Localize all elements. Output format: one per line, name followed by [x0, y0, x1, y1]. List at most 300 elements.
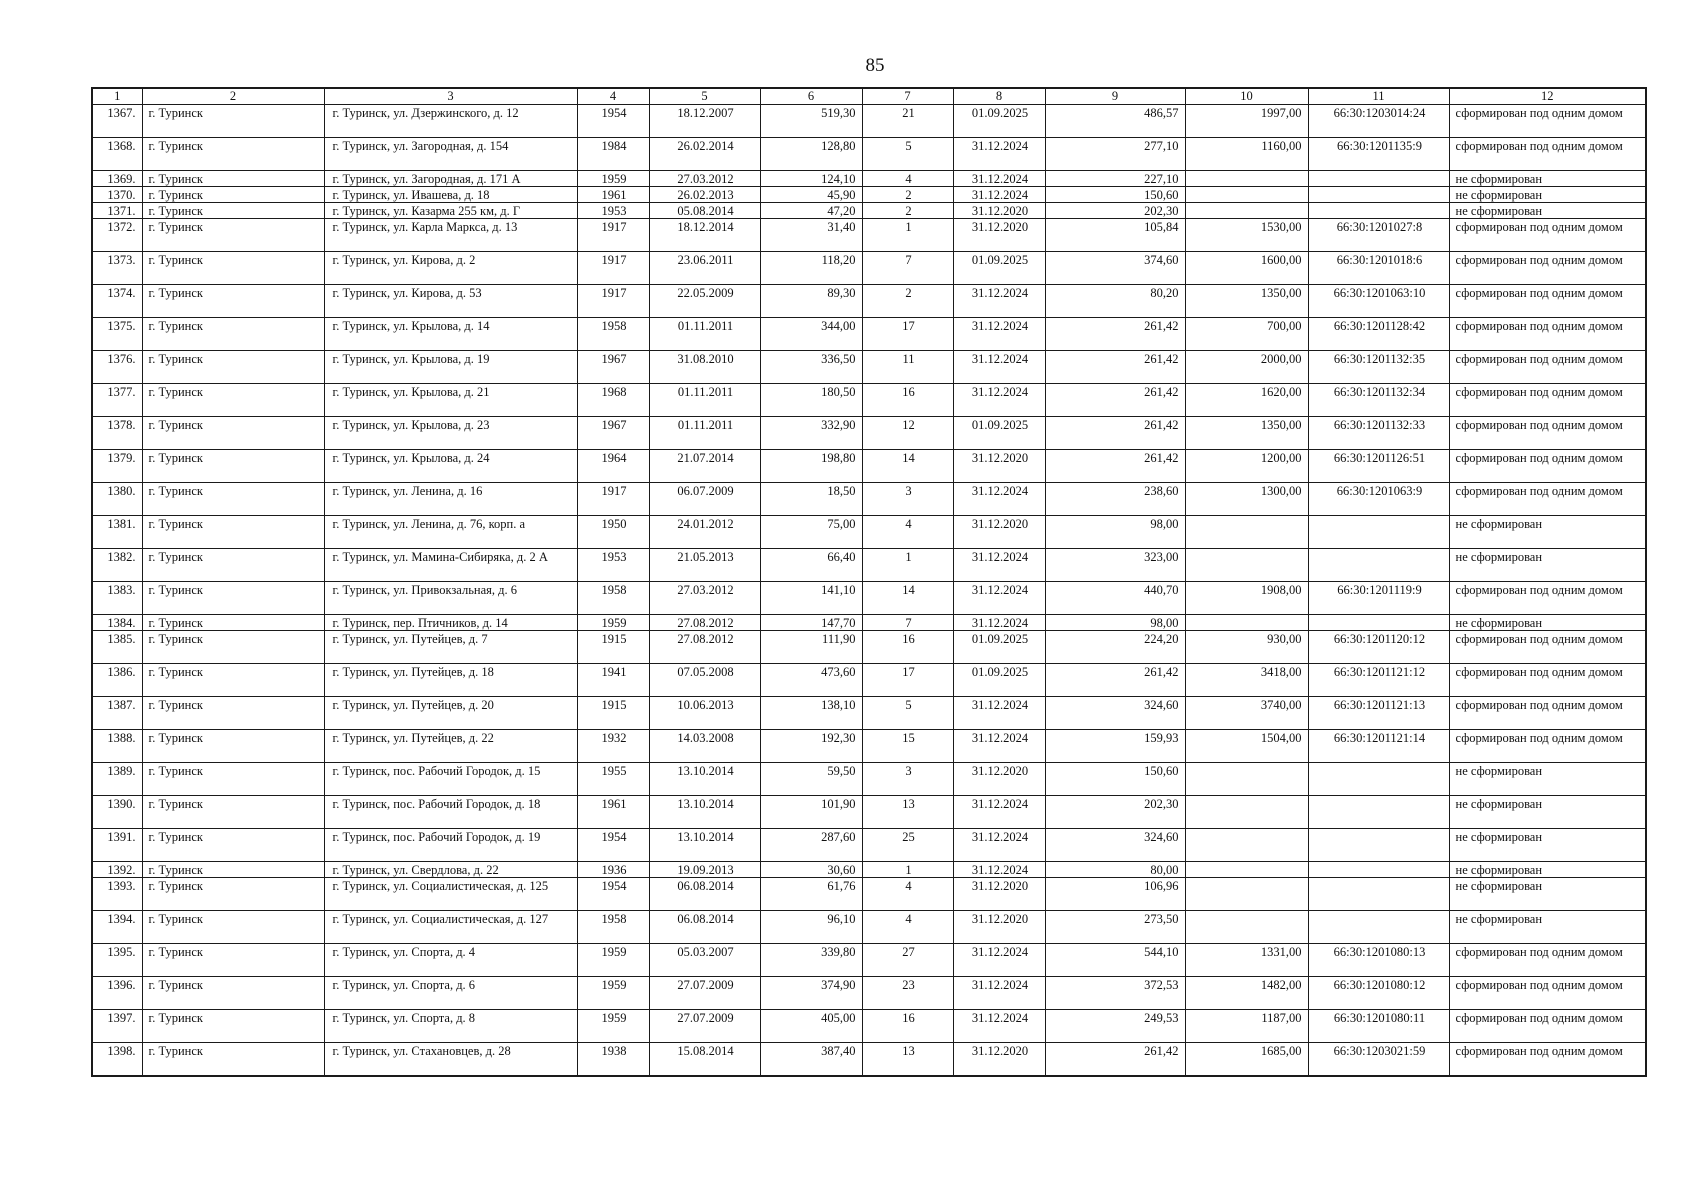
residents-count-cell: 2 — [862, 285, 953, 318]
year-built-cell: 1941 — [577, 664, 649, 697]
municipality-cell: г. Туринск — [142, 549, 324, 582]
residents-count-cell: 4 — [862, 171, 953, 187]
total-area-cell: 324,60 — [1045, 829, 1185, 862]
area-cell: 18,50 — [760, 483, 862, 516]
area-cell: 473,60 — [760, 664, 862, 697]
deadline-cell: 31.12.2024 — [953, 615, 1045, 631]
date-cell: 21.05.2013 — [649, 549, 760, 582]
land-status-cell: сформирован под одним домом — [1449, 252, 1646, 285]
address-cell: г. Туринск, ул. Социалистическая, д. 127 — [324, 911, 577, 944]
residents-count-cell: 27 — [862, 944, 953, 977]
land-status-cell: сформирован под одним домом — [1449, 582, 1646, 615]
year-built-cell: 1958 — [577, 582, 649, 615]
area-cell: 519,30 — [760, 105, 862, 138]
deadline-cell: 01.09.2025 — [953, 417, 1045, 450]
municipality-cell: г. Туринск — [142, 977, 324, 1010]
deadline-cell: 31.12.2024 — [953, 384, 1045, 417]
year-built-cell: 1915 — [577, 697, 649, 730]
date-cell: 26.02.2013 — [649, 187, 760, 203]
column-header-11: 11 — [1308, 88, 1449, 105]
cadastral-number-cell: 66:30:1201080:12 — [1308, 977, 1449, 1010]
residents-count-cell: 14 — [862, 450, 953, 483]
land-area-cell: 1350,00 — [1185, 417, 1308, 450]
table-row — [92, 977, 1646, 1010]
land-status-cell: сформирован под одним домом — [1449, 1043, 1646, 1076]
total-area-cell: 544,10 — [1045, 944, 1185, 977]
cadastral-number-cell — [1308, 549, 1449, 582]
land-status-cell: сформирован под одним домом — [1449, 483, 1646, 516]
table-row — [92, 516, 1646, 549]
total-area-cell: 372,53 — [1045, 977, 1185, 1010]
land-status-cell: сформирован под одним домом — [1449, 450, 1646, 483]
land-area-cell — [1185, 829, 1308, 862]
land-area-cell: 3418,00 — [1185, 664, 1308, 697]
column-header-2: 2 — [142, 88, 324, 105]
cadastral-number-cell: 66:30:1201063:10 — [1308, 285, 1449, 318]
address-cell: г. Туринск, ул. Дзержинского, д. 12 — [324, 105, 577, 138]
area-cell: 180,50 — [760, 384, 862, 417]
table-row — [92, 450, 1646, 483]
land-status-cell: сформирован под одним домом — [1449, 138, 1646, 171]
deadline-cell: 31.12.2020 — [953, 219, 1045, 252]
land-area-cell: 1200,00 — [1185, 450, 1308, 483]
row-number: 1398. — [92, 1043, 142, 1076]
address-cell: г. Туринск, пер. Птичников, д. 14 — [324, 615, 577, 631]
row-number: 1396. — [92, 977, 142, 1010]
table-row — [92, 944, 1646, 977]
deadline-cell: 31.12.2024 — [953, 285, 1045, 318]
date-cell: 19.09.2013 — [649, 862, 760, 878]
row-number: 1377. — [92, 384, 142, 417]
table-row — [92, 911, 1646, 944]
year-built-cell: 1917 — [577, 252, 649, 285]
land-area-cell — [1185, 549, 1308, 582]
year-built-cell: 1984 — [577, 138, 649, 171]
area-cell: 111,90 — [760, 631, 862, 664]
land-area-cell — [1185, 911, 1308, 944]
total-area-cell: 150,60 — [1045, 187, 1185, 203]
column-header-1: 1 — [92, 88, 142, 105]
land-area-cell — [1185, 516, 1308, 549]
municipality-cell: г. Туринск — [142, 664, 324, 697]
cadastral-number-cell: 66:30:1201121:14 — [1308, 730, 1449, 763]
row-number: 1373. — [92, 252, 142, 285]
year-built-cell: 1950 — [577, 516, 649, 549]
total-area-cell: 98,00 — [1045, 516, 1185, 549]
address-cell: г. Туринск, пос. Рабочий Городок, д. 18 — [324, 796, 577, 829]
row-number: 1393. — [92, 878, 142, 911]
residents-count-cell: 5 — [862, 138, 953, 171]
total-area-cell: 374,60 — [1045, 252, 1185, 285]
year-built-cell: 1955 — [577, 763, 649, 796]
area-cell: 59,50 — [760, 763, 862, 796]
row-number: 1391. — [92, 829, 142, 862]
row-number: 1383. — [92, 582, 142, 615]
land-area-cell: 1331,00 — [1185, 944, 1308, 977]
land-area-cell — [1185, 187, 1308, 203]
column-header-9: 9 — [1045, 88, 1185, 105]
land-status-cell: не сформирован — [1449, 615, 1646, 631]
date-cell: 15.08.2014 — [649, 1043, 760, 1076]
address-cell: г. Туринск, ул. Крылова, д. 24 — [324, 450, 577, 483]
deadline-cell: 31.12.2024 — [953, 829, 1045, 862]
residents-count-cell: 3 — [862, 763, 953, 796]
residents-count-cell: 21 — [862, 105, 953, 138]
municipality-cell: г. Туринск — [142, 516, 324, 549]
row-number: 1379. — [92, 450, 142, 483]
cadastral-number-cell: 66:30:1201121:12 — [1308, 664, 1449, 697]
row-number: 1381. — [92, 516, 142, 549]
residents-count-cell: 2 — [862, 203, 953, 219]
land-status-cell: не сформирован — [1449, 549, 1646, 582]
area-cell: 405,00 — [760, 1010, 862, 1043]
column-header-5: 5 — [649, 88, 760, 105]
total-area-cell: 261,42 — [1045, 318, 1185, 351]
residents-count-cell: 12 — [862, 417, 953, 450]
table-body — [92, 105, 1646, 1076]
table-row — [92, 187, 1646, 203]
area-cell: 339,80 — [760, 944, 862, 977]
column-header-3: 3 — [324, 88, 577, 105]
year-built-cell: 1954 — [577, 878, 649, 911]
municipality-cell: г. Туринск — [142, 318, 324, 351]
cadastral-number-cell: 66:30:1201119:9 — [1308, 582, 1449, 615]
year-built-cell: 1915 — [577, 631, 649, 664]
row-number: 1374. — [92, 285, 142, 318]
date-cell: 14.03.2008 — [649, 730, 760, 763]
residents-count-cell: 15 — [862, 730, 953, 763]
cadastral-number-cell: 66:30:1201018:6 — [1308, 252, 1449, 285]
residents-count-cell: 3 — [862, 483, 953, 516]
land-status-cell: сформирован под одним домом — [1449, 1010, 1646, 1043]
municipality-cell: г. Туринск — [142, 105, 324, 138]
municipality-cell: г. Туринск — [142, 697, 324, 730]
column-header-8: 8 — [953, 88, 1045, 105]
cadastral-number-cell — [1308, 187, 1449, 203]
municipality-cell: г. Туринск — [142, 351, 324, 384]
cadastral-number-cell: 66:30:1201126:51 — [1308, 450, 1449, 483]
year-built-cell: 1961 — [577, 796, 649, 829]
date-cell: 05.03.2007 — [649, 944, 760, 977]
total-area-cell: 106,96 — [1045, 878, 1185, 911]
address-cell: г. Туринск, ул. Крылова, д. 21 — [324, 384, 577, 417]
area-cell: 45,90 — [760, 187, 862, 203]
page-number: 85 — [865, 55, 885, 76]
address-cell: г. Туринск, ул. Путейцев, д. 7 — [324, 631, 577, 664]
date-cell: 27.03.2012 — [649, 171, 760, 187]
land-area-cell: 3740,00 — [1185, 697, 1308, 730]
row-number: 1395. — [92, 944, 142, 977]
land-status-cell: не сформирован — [1449, 911, 1646, 944]
deadline-cell: 31.12.2024 — [953, 977, 1045, 1010]
address-cell: г. Туринск, ул. Казарма 255 км, д. Г — [324, 203, 577, 219]
date-cell: 23.06.2011 — [649, 252, 760, 285]
year-built-cell: 1953 — [577, 549, 649, 582]
total-area-cell: 98,00 — [1045, 615, 1185, 631]
residents-count-cell: 5 — [862, 697, 953, 730]
row-number: 1370. — [92, 187, 142, 203]
date-cell: 26.02.2014 — [649, 138, 760, 171]
residents-count-cell: 4 — [862, 911, 953, 944]
total-area-cell: 261,42 — [1045, 384, 1185, 417]
row-number: 1397. — [92, 1010, 142, 1043]
address-cell: г. Туринск, ул. Свердлова, д. 22 — [324, 862, 577, 878]
table-row — [92, 384, 1646, 417]
residents-count-cell: 14 — [862, 582, 953, 615]
area-cell: 101,90 — [760, 796, 862, 829]
deadline-cell: 31.12.2024 — [953, 483, 1045, 516]
address-cell: г. Туринск, ул. Кирова, д. 2 — [324, 252, 577, 285]
date-cell: 27.03.2012 — [649, 582, 760, 615]
municipality-cell: г. Туринск — [142, 483, 324, 516]
row-number: 1371. — [92, 203, 142, 219]
year-built-cell: 1917 — [577, 219, 649, 252]
total-area-cell: 202,30 — [1045, 796, 1185, 829]
cadastral-number-cell — [1308, 203, 1449, 219]
land-status-cell: сформирован под одним домом — [1449, 697, 1646, 730]
cadastral-number-cell: 66:30:1201120:12 — [1308, 631, 1449, 664]
land-status-cell: не сформирован — [1449, 878, 1646, 911]
date-cell: 31.08.2010 — [649, 351, 760, 384]
address-cell: г. Туринск, ул. Загородная, д. 171 А — [324, 171, 577, 187]
land-area-cell: 1300,00 — [1185, 483, 1308, 516]
address-cell: г. Туринск, ул. Крылова, д. 14 — [324, 318, 577, 351]
address-cell: г. Туринск, ул. Путейцев, д. 22 — [324, 730, 577, 763]
cadastral-number-cell: 66:30:1201027:8 — [1308, 219, 1449, 252]
deadline-cell: 01.09.2025 — [953, 631, 1045, 664]
deadline-cell: 31.12.2024 — [953, 944, 1045, 977]
land-area-cell: 1600,00 — [1185, 252, 1308, 285]
year-built-cell: 1958 — [577, 318, 649, 351]
residents-count-cell: 1 — [862, 862, 953, 878]
total-area-cell: 261,42 — [1045, 1043, 1185, 1076]
year-built-cell: 1932 — [577, 730, 649, 763]
deadline-cell: 31.12.2020 — [953, 763, 1045, 796]
cadastral-number-cell — [1308, 763, 1449, 796]
address-cell: г. Туринск, ул. Путейцев, д. 18 — [324, 664, 577, 697]
total-area-cell: 150,60 — [1045, 763, 1185, 796]
table-row — [92, 483, 1646, 516]
table-row — [92, 730, 1646, 763]
municipality-cell: г. Туринск — [142, 862, 324, 878]
area-cell: 75,00 — [760, 516, 862, 549]
deadline-cell: 31.12.2020 — [953, 1043, 1045, 1076]
land-area-cell: 2000,00 — [1185, 351, 1308, 384]
land-status-cell: сформирован под одним домом — [1449, 384, 1646, 417]
year-built-cell: 1958 — [577, 911, 649, 944]
area-cell: 141,10 — [760, 582, 862, 615]
date-cell: 01.11.2011 — [649, 417, 760, 450]
deadline-cell: 31.12.2024 — [953, 796, 1045, 829]
date-cell: 18.12.2014 — [649, 219, 760, 252]
land-area-cell: 1997,00 — [1185, 105, 1308, 138]
cadastral-number-cell — [1308, 171, 1449, 187]
cadastral-number-cell: 66:30:1201135:9 — [1308, 138, 1449, 171]
residents-count-cell: 1 — [862, 549, 953, 582]
date-cell: 06.08.2014 — [649, 878, 760, 911]
land-area-cell: 1908,00 — [1185, 582, 1308, 615]
table-row — [92, 105, 1646, 138]
address-cell: г. Туринск, ул. Крылова, д. 23 — [324, 417, 577, 450]
land-status-cell: сформирован под одним домом — [1449, 285, 1646, 318]
address-cell: г. Туринск, пос. Рабочий Городок, д. 15 — [324, 763, 577, 796]
area-cell: 96,10 — [760, 911, 862, 944]
land-area-cell: 1685,00 — [1185, 1043, 1308, 1076]
date-cell: 21.07.2014 — [649, 450, 760, 483]
land-area-cell: 1350,00 — [1185, 285, 1308, 318]
area-cell: 31,40 — [760, 219, 862, 252]
address-cell: г. Туринск, ул. Кирова, д. 53 — [324, 285, 577, 318]
total-area-cell: 80,00 — [1045, 862, 1185, 878]
table-row — [92, 549, 1646, 582]
deadline-cell: 31.12.2024 — [953, 187, 1045, 203]
cadastral-number-cell — [1308, 862, 1449, 878]
land-status-cell: сформирован под одним домом — [1449, 977, 1646, 1010]
date-cell: 07.05.2008 — [649, 664, 760, 697]
deadline-cell: 31.12.2024 — [953, 862, 1045, 878]
address-cell: г. Туринск, ул. Привокзальная, д. 6 — [324, 582, 577, 615]
land-area-cell — [1185, 615, 1308, 631]
land-status-cell: сформирован под одним домом — [1449, 664, 1646, 697]
table-row — [92, 219, 1646, 252]
total-area-cell: 202,30 — [1045, 203, 1185, 219]
column-number-header — [92, 88, 1646, 105]
table-row — [92, 171, 1646, 187]
deadline-cell: 31.12.2024 — [953, 730, 1045, 763]
residents-count-cell: 23 — [862, 977, 953, 1010]
land-status-cell: сформирован под одним домом — [1449, 351, 1646, 384]
land-area-cell: 930,00 — [1185, 631, 1308, 664]
residents-count-cell: 16 — [862, 631, 953, 664]
year-built-cell: 1959 — [577, 615, 649, 631]
address-cell: г. Туринск, ул. Социалистическая, д. 125 — [324, 878, 577, 911]
total-area-cell: 159,93 — [1045, 730, 1185, 763]
deadline-cell: 31.12.2020 — [953, 450, 1045, 483]
row-number: 1380. — [92, 483, 142, 516]
address-cell: г. Туринск, ул. Ивашева, д. 18 — [324, 187, 577, 203]
land-area-cell: 1160,00 — [1185, 138, 1308, 171]
municipality-cell: г. Туринск — [142, 730, 324, 763]
land-status-cell: не сформирован — [1449, 763, 1646, 796]
land-status-cell: сформирован под одним домом — [1449, 318, 1646, 351]
land-status-cell: не сформирован — [1449, 829, 1646, 862]
residents-count-cell: 16 — [862, 1010, 953, 1043]
cadastral-number-cell: 66:30:1201128:42 — [1308, 318, 1449, 351]
total-area-cell: 227,10 — [1045, 171, 1185, 187]
year-built-cell: 1959 — [577, 1010, 649, 1043]
date-cell: 27.07.2009 — [649, 1010, 760, 1043]
deadline-cell: 31.12.2024 — [953, 138, 1045, 171]
table-row — [92, 664, 1646, 697]
land-status-cell: не сформирован — [1449, 796, 1646, 829]
land-status-cell: сформирован под одним домом — [1449, 631, 1646, 664]
area-cell: 198,80 — [760, 450, 862, 483]
municipality-cell: г. Туринск — [142, 1043, 324, 1076]
land-area-cell: 1187,00 — [1185, 1010, 1308, 1043]
area-cell: 387,40 — [760, 1043, 862, 1076]
area-cell: 344,00 — [760, 318, 862, 351]
municipality-cell: г. Туринск — [142, 911, 324, 944]
row-number: 1376. — [92, 351, 142, 384]
row-number: 1375. — [92, 318, 142, 351]
municipality-cell: г. Туринск — [142, 252, 324, 285]
year-built-cell: 1959 — [577, 171, 649, 187]
year-built-cell: 1953 — [577, 203, 649, 219]
year-built-cell: 1967 — [577, 417, 649, 450]
municipality-cell: г. Туринск — [142, 171, 324, 187]
year-built-cell: 1968 — [577, 384, 649, 417]
date-cell: 22.05.2009 — [649, 285, 760, 318]
cadastral-number-cell — [1308, 878, 1449, 911]
date-cell: 06.07.2009 — [649, 483, 760, 516]
table-row — [92, 417, 1646, 450]
deadline-cell: 31.12.2024 — [953, 171, 1045, 187]
row-number: 1372. — [92, 219, 142, 252]
total-area-cell: 324,60 — [1045, 697, 1185, 730]
cadastral-number-cell — [1308, 615, 1449, 631]
cadastral-number-cell — [1308, 516, 1449, 549]
municipality-cell: г. Туринск — [142, 796, 324, 829]
land-status-cell: сформирован под одним домом — [1449, 417, 1646, 450]
area-cell: 374,90 — [760, 977, 862, 1010]
land-area-cell: 1482,00 — [1185, 977, 1308, 1010]
deadline-cell: 01.09.2025 — [953, 105, 1045, 138]
land-status-cell: сформирован под одним домом — [1449, 944, 1646, 977]
row-number: 1378. — [92, 417, 142, 450]
land-status-cell: сформирован под одним домом — [1449, 730, 1646, 763]
table-row — [92, 318, 1646, 351]
address-cell: г. Туринск, ул. Спорта, д. 8 — [324, 1010, 577, 1043]
municipality-cell: г. Туринск — [142, 417, 324, 450]
municipality-cell: г. Туринск — [142, 285, 324, 318]
row-number: 1368. — [92, 138, 142, 171]
table-row — [92, 1043, 1646, 1076]
residents-count-cell: 7 — [862, 252, 953, 285]
deadline-cell: 31.12.2024 — [953, 549, 1045, 582]
table-row — [92, 829, 1646, 862]
cadastral-number-cell — [1308, 796, 1449, 829]
table-row — [92, 252, 1646, 285]
column-header-7: 7 — [862, 88, 953, 105]
address-cell: г. Туринск, ул. Карла Маркса, д. 13 — [324, 219, 577, 252]
deadline-cell: 31.12.2024 — [953, 697, 1045, 730]
date-cell: 27.08.2012 — [649, 615, 760, 631]
table-row — [92, 796, 1646, 829]
land-area-cell: 1530,00 — [1185, 219, 1308, 252]
land-status-cell: сформирован под одним домом — [1449, 219, 1646, 252]
cadastral-number-cell: 66:30:1201132:33 — [1308, 417, 1449, 450]
address-cell: г. Туринск, ул. Ленина, д. 76, корп. а — [324, 516, 577, 549]
land-area-cell — [1185, 862, 1308, 878]
land-status-cell: не сформирован — [1449, 203, 1646, 219]
row-number: 1384. — [92, 615, 142, 631]
housing-registry-table — [91, 87, 1647, 1077]
year-built-cell: 1938 — [577, 1043, 649, 1076]
column-header-4: 4 — [577, 88, 649, 105]
land-status-cell: не сформирован — [1449, 516, 1646, 549]
date-cell: 13.10.2014 — [649, 763, 760, 796]
area-cell: 30,60 — [760, 862, 862, 878]
year-built-cell: 1917 — [577, 483, 649, 516]
table-row — [92, 285, 1646, 318]
total-area-cell: 486,57 — [1045, 105, 1185, 138]
area-cell: 192,30 — [760, 730, 862, 763]
total-area-cell: 273,50 — [1045, 911, 1185, 944]
table-row — [92, 763, 1646, 796]
residents-count-cell: 13 — [862, 796, 953, 829]
cadastral-number-cell: 66:30:1201080:11 — [1308, 1010, 1449, 1043]
area-cell: 118,20 — [760, 252, 862, 285]
